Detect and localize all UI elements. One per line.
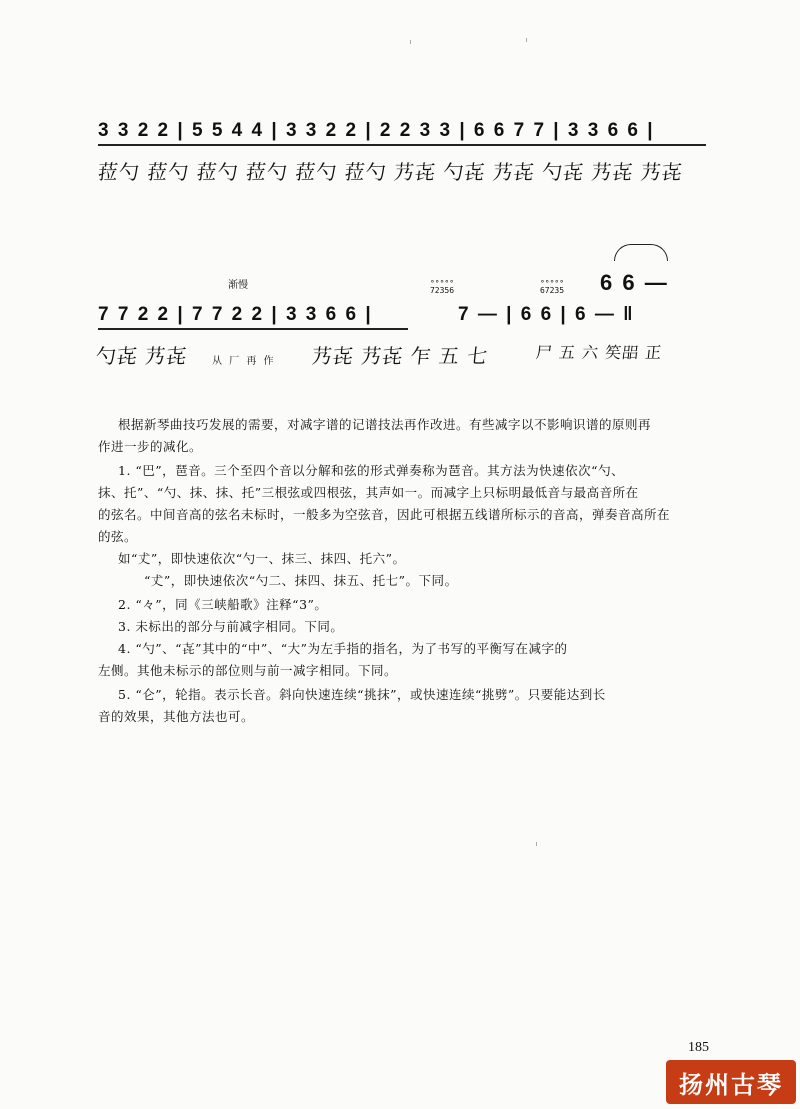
note-1-line-6: “𠀋”，即快速依次“勺二、抹四、抹五、托七”。下同。 bbox=[144, 573, 458, 588]
jianzi-row-2-mid: 艿㐂 艿㐂 乍 五 七 bbox=[310, 344, 490, 368]
page-number: 185 bbox=[688, 1040, 709, 1055]
note-1-line-1: 1. “巴”，琶音。三个至四个音以分解和弦的形式弹奏称为琶音。其方法为快速依次“勺、 bbox=[118, 463, 625, 478]
note-1-line-5: 如“𠀋”，即快速依次“勺一、抹三、抹四、托六”。 bbox=[118, 551, 406, 566]
note-5-line-1: 5. “仑”，轮指。表示长音。斜向快速连续“挑抹”，或快速连续“挑劈”。只要能达到长 bbox=[118, 687, 606, 702]
watermark-logo: 扬州古琴 bbox=[666, 1060, 796, 1104]
chord-stack-2: °°°°° 67235 bbox=[539, 279, 565, 295]
note-5-line-2: 音的效果，其他方法也可。 bbox=[98, 709, 255, 724]
note-3: 3. 未标出的部分与前减字相同。下同。 bbox=[118, 619, 344, 634]
speck bbox=[526, 38, 527, 42]
speck bbox=[536, 842, 537, 846]
jianzi-row-1: 菈勺 菈勺 菈勺 菈勺 菈勺 菈勺 艿㐂 勺㐂 艿㐂 勺㐂 艿㐂 艿㐂 bbox=[96, 160, 685, 184]
note-2: 2. “々”，同《三峡船歌》注释“3”。 bbox=[118, 597, 328, 612]
jianzi-row-2-left: 勺㐂 艿㐂 bbox=[94, 344, 189, 368]
note-1-line-4: 的弦。 bbox=[98, 529, 138, 544]
speck bbox=[410, 40, 411, 44]
tempo-mark: 渐慢 bbox=[228, 280, 248, 291]
fermata-arc bbox=[614, 244, 668, 261]
notation-row-2-left: 7 7 2 2 | 7 7 2 2 | 3 3 6 6 | bbox=[98, 304, 408, 330]
intro-line-1: 根据新琴曲技巧发展的需要，对减字谱的记谱技法再作改进。有些减字以不影响识谱的原则再 bbox=[118, 417, 652, 432]
intro-line-2: 作进一步的减化。 bbox=[98, 439, 203, 454]
notation-row-1: 3 3 2 2 | 5 5 4 4 | 3 3 2 2 | 2 2 3 3 | 6 6 7 7 | 3 3 6 6 | bbox=[98, 120, 706, 146]
note-1-line-3: 的弦名。中间音高的弦名未标时，一般多为空弦音，因此可根据五线谱所标示的音高，弹奏音高所在 bbox=[98, 507, 671, 522]
chord-stack-1: °°°°° 72356 bbox=[429, 279, 455, 295]
jianzi-small-text: 从 厂 再 作 bbox=[212, 356, 276, 367]
notation-row-2-right: 7 — | 6 6 | 6 — ‖ bbox=[458, 304, 635, 325]
jianzi-row-2-right: 尸 五 六 笶㗊 正 bbox=[534, 343, 664, 362]
note-4-line-1: 4. “勺”、“㐂”其中的“中”、“大”为左手指的指名，为了书写的平衡写在减字的 bbox=[118, 641, 568, 656]
big-notes: 6 6 — bbox=[600, 270, 669, 295]
note-4-line-2: 左侧。其他未标示的部位则与前一减字相同。下同。 bbox=[98, 663, 398, 678]
note-1-line-2: 抹、托”、“勺、抹、抹、托”三根弦或四根弦，其声如一。而减字上只标明最低音与最高音所在 bbox=[98, 485, 639, 500]
